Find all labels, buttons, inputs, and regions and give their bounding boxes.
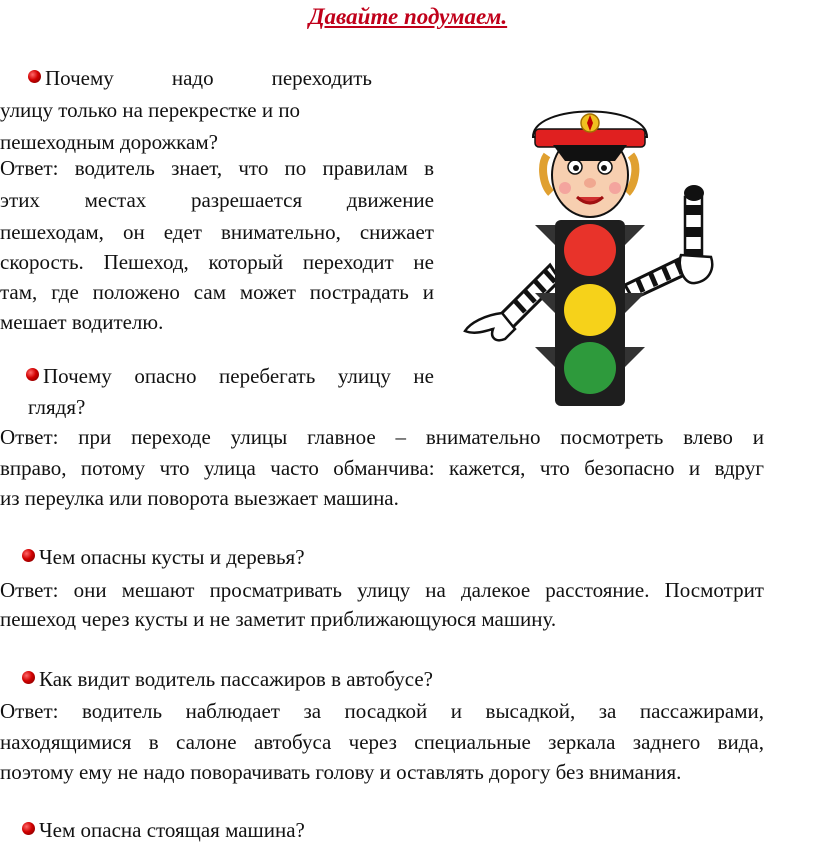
answer-2-line-2: вправо, потому что улица часто обманчива: кажется, что безопасно и вдруг bbox=[0, 456, 764, 480]
answer-4-line-2: находящимися в салоне автобуса через специальные зеркала заднего вида, bbox=[0, 730, 764, 754]
bullet-icon bbox=[22, 671, 35, 684]
bullet-icon bbox=[28, 70, 41, 83]
question-4: Как видит водитель пассажиров в автобусе? bbox=[22, 663, 433, 695]
question-2-line-2: глядя? bbox=[28, 395, 86, 419]
answer-4-line-1: Ответ: водитель наблюдает за посадкой и высадкой, за пассажирами, bbox=[0, 699, 764, 723]
answer-1-line-6: мешает водителю. bbox=[0, 310, 164, 334]
question-3: Чем опасны кусты и деревья? bbox=[22, 541, 305, 573]
bullet-icon bbox=[22, 549, 35, 562]
traffic-light-character-illustration bbox=[455, 85, 725, 415]
question-1-line-2: улицу только на перекрестке и по bbox=[0, 98, 301, 122]
answer-1-line-4: скорость. Пешеход, который переходит не bbox=[0, 250, 434, 274]
right-arm bbox=[625, 185, 712, 299]
answer-1-line-2: этих местах разрешается движение bbox=[0, 188, 434, 212]
question-1-line-3: пешеходным дорожкам? bbox=[0, 130, 218, 154]
answer-3-line-1: Ответ: они мешают просматривать улицу на далекое расстояние. Посмотрит bbox=[0, 578, 764, 602]
answer-2-line-3: из переулка или поворота выезжает машина. bbox=[0, 486, 399, 510]
red-light bbox=[564, 224, 616, 276]
bullet-icon bbox=[26, 368, 39, 381]
green-light bbox=[564, 342, 616, 394]
yellow-light bbox=[564, 284, 616, 336]
bullet-icon bbox=[22, 822, 35, 835]
answer-4-line-3: поэтому ему не надо поворачивать голову и оставлять дорогу без внимания. bbox=[0, 760, 682, 784]
answer-1-line-1: Ответ: водитель знает, что по правилам в bbox=[0, 156, 434, 180]
page-title: Давайте подумаем. bbox=[308, 4, 508, 29]
police-cap bbox=[533, 112, 647, 162]
answer-3-line-2: пешеход через кусты и не заметит приближающуюся машину. bbox=[0, 607, 557, 631]
answer-2-line-1: Ответ: при переходе улицы главное – внимательно посмотреть влево и bbox=[0, 425, 764, 449]
question-1-line-1: Почему надо переходить bbox=[28, 62, 372, 94]
answer-1-line-5: там, где положено сам может пострадать и bbox=[0, 280, 434, 304]
question-5: Чем опасна стоящая машина? bbox=[22, 814, 305, 846]
answer-1-line-3: пешеходам, он едет внимательно, снижает bbox=[0, 220, 434, 244]
question-2-line-1: Почему опасно перебегать улицу не bbox=[26, 360, 434, 392]
